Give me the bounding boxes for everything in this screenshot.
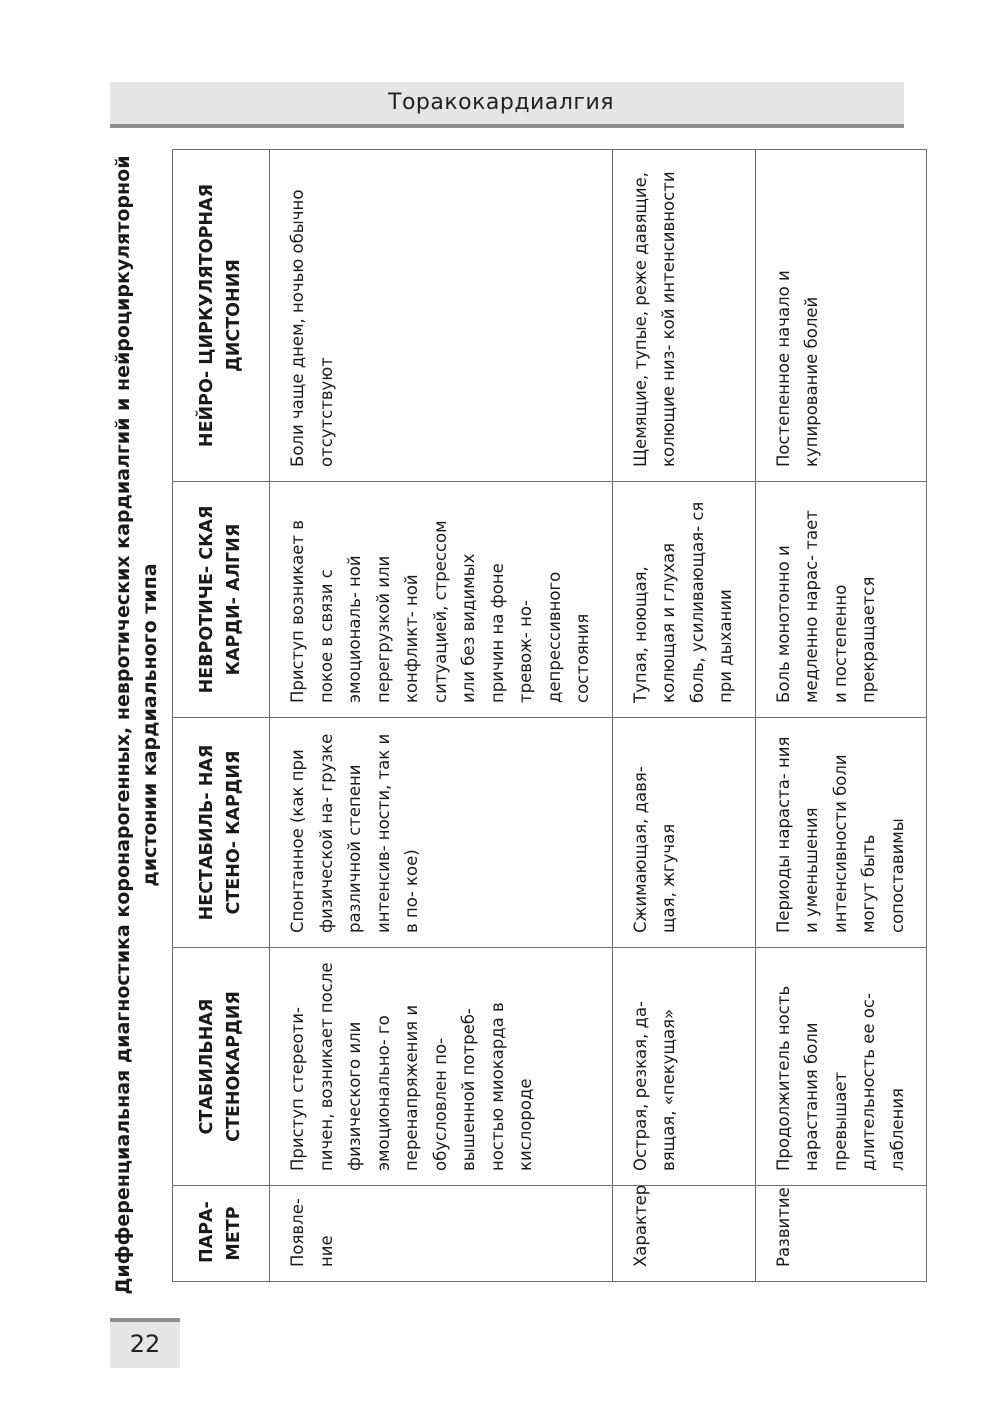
rotated-content [110,150,910,1300]
header-parameter: ПАРА- МЕТР [173,1186,270,1282]
page-number: 22 [129,1330,161,1358]
table-cell: Приступ возникает в покое в связи с эмоциональ- ной перегрузкой или конфликт- ной ситуацией, стрессом или без видимых причин на фоне тревож- но-депрессивного состояния [270,482,613,718]
table-caption [110,150,164,1300]
header-neurotic-cardialgia: НЕВРОТИЧЕ- СКАЯ КАРДИ- АЛГИЯ [173,482,270,718]
table-cell: Боль монотонно и медленно нарас- тает и постепенно прекращается [755,482,927,718]
header-neurocirculatory-dystonia: НЕЙРО- ЦИРКУЛЯТОРНАЯ ДИСТОНИЯ [173,150,270,482]
table-cell: Периоды нараста- ния и уменьшения интенсивности боли могут быть сопоставимы [755,718,927,948]
page-number-box [110,1318,180,1368]
table-row [755,150,927,1282]
table-header-row [173,150,270,1282]
table-cell: Приступ стереоти- пичен, возникает после физического или эмоционально- го перенапряжения и обусловлен по- вышенной потреб- ностью миокарда в кислороде [270,948,613,1186]
table-cell: Тупая, ноющая, колющая и глухая боль, усиливающая- ся при дыхании [612,482,755,718]
header-unstable-angina: НЕСТАБИЛЬ- НАЯ СТЕНО- КАРДИЯ [173,718,270,948]
row-label-onset: Появле- ние [270,1186,613,1282]
table-cell: Постепенное начало и купирование болей [755,150,927,482]
table-row [270,150,613,1282]
table-row [612,150,755,1282]
table-caption-line-2: дистонии кардиального типа [139,563,161,887]
table-cell: Щемящие, тупые, реже давящие, колющие низ- кой интенсивности [612,150,755,482]
table-cell: Сжимающая, давя- щая, жгучая [612,718,755,948]
table-cell: Боли чаще днем, ночью обычно отсутствуют [270,150,613,482]
table-caption-line-1: Дифференциальная диагностика коронарогенных, невротических кардиалгий и нейроциркуляторной [112,155,134,1295]
table-cell: Острая, резкая, да- вящая, «пекущая» [612,948,755,1186]
running-header [110,82,904,128]
running-header-title: Торакокардиалгия [388,90,614,115]
table-cell: Спонтанное (как при физической на- грузке различной степени интенсив- ности, так и в по- кое) [270,718,613,948]
table-cell: Продолжитель ность нарастания боли превышает длительность ее ос- лабления [755,948,927,1186]
row-label-development: Развитие [755,1186,927,1282]
header-stable-angina: СТАБИЛЬНАЯ СТЕНОКАРДИЯ [173,948,270,1186]
row-label-character: Характер [612,1186,755,1282]
diagnosis-table [172,149,927,1282]
